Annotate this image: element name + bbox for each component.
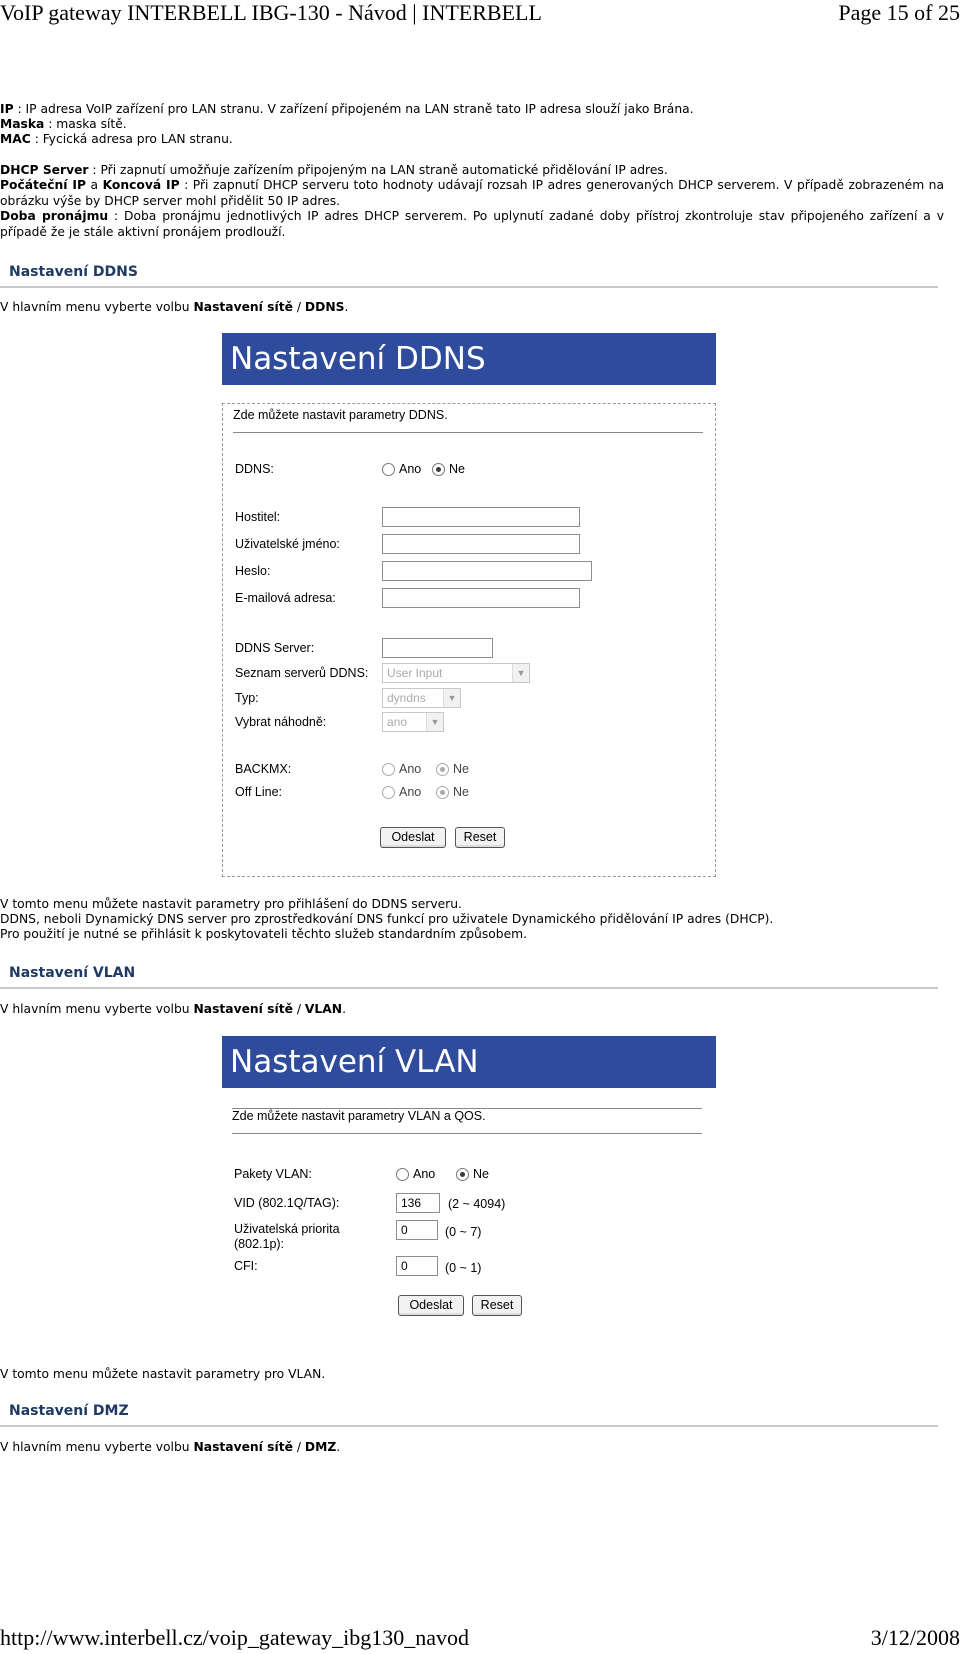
dhcp-text: : Při zapnutí umožňuje zařízením připojeným na LAN straně automatické přidělování IP adres. [88, 163, 668, 177]
random-select[interactable] [382, 712, 444, 732]
radio-checked-icon [432, 463, 445, 476]
radio-checked-icon [436, 786, 449, 799]
ddns-server-label: DDNS Server: [235, 641, 315, 655]
document-title: VoIP gateway INTERBELL IBG-130 - Návod | INTERBELL [0, 0, 542, 25]
page-header [0, 0, 960, 28]
ddns-section-heading [0, 264, 938, 288]
ddns-panel [222, 403, 716, 877]
dhcp-paragraph [0, 163, 944, 179]
ip-paragraph [0, 102, 944, 118]
mac-text: : Fycická adresa pro LAN stranu. [30, 132, 233, 146]
vlan-menu-sep: / [292, 1002, 305, 1016]
chevron-down-icon: ▼ [443, 689, 460, 707]
and-text: a [86, 178, 103, 192]
dhcp-label: DHCP Server [0, 163, 89, 177]
priority-input[interactable]: 0 [396, 1220, 438, 1240]
vlan-menu-prefix: V hlavním menu vyberte volbu [0, 1002, 194, 1016]
range-text: : Při zapnutí DHCP serveru toto hodnoty udávají rozsah IP adres generovaných DHCP serverem. V případě zobrazeném na obrázku výše by DHCP server mohl přidělit 50 IP adres. [0, 178, 945, 208]
host-input[interactable] [382, 507, 580, 527]
vlan-screenshot [222, 1036, 716, 1348]
end-ip-label: Koncová IP [102, 178, 180, 192]
radio-circle-icon [382, 463, 395, 476]
ip-text: : IP adresa VoIP zařízení pro LAN stranu. V zařízení připojeném na LAN straně tato IP adresa slouží jako Brána. [13, 102, 694, 116]
cfi-input[interactable]: 0 [396, 1256, 438, 1276]
ddns-menu-sep: / [292, 300, 305, 314]
lease-paragraph [0, 209, 944, 240]
offline-yes-label: Ano [399, 785, 422, 799]
dmz-menu-dmz: DMZ [304, 1440, 337, 1454]
backmx-label: BACKMX: [235, 762, 292, 776]
vlan-panel [222, 1104, 716, 1348]
ddns-banner: Nastavení DDNS [222, 333, 716, 385]
footer-url[interactable]: http://www.interbell.cz/voip_gateway_ibg130_navod [0, 1625, 470, 1650]
mac-paragraph [0, 132, 944, 148]
range-paragraph [0, 178, 944, 209]
dmz-menu-prefix: V hlavním menu vyberte volbu [0, 1440, 194, 1454]
password-input[interactable] [382, 561, 592, 581]
dmz-menu-instruction [0, 1440, 944, 1456]
ddns-reset-button[interactable]: Reset [455, 827, 505, 848]
dmz-menu-network: Nastavení sítě [193, 1440, 293, 1454]
offline-label: Off Line: [235, 785, 283, 799]
chevron-down-icon: ▼ [426, 713, 443, 731]
vlan-menu-instruction [0, 1002, 944, 1018]
ddns-submit-button[interactable]: Odeslat [380, 827, 446, 848]
server-list-select[interactable] [382, 663, 530, 683]
ddns-menu-network: Nastavení sítě [193, 300, 293, 314]
type-select[interactable] [382, 688, 461, 708]
mac-label: MAC [0, 132, 31, 146]
lease-text: : Doba pronájmu jednotlivých IP adres DHCP serverem. Po uplynutí zadané doby přístroj zkontroluje stav připojeného zařízení a v případě že je stále aktivní pronájem prodlouží. [0, 209, 944, 239]
type-label: Typ: [235, 691, 259, 705]
server-list-label: Seznam serverů DDNS: [235, 666, 369, 680]
vlan-yes-radio[interactable] [396, 1167, 435, 1181]
backmx-yes-label: Ano [399, 762, 422, 776]
ddns-server-input[interactable] [382, 638, 493, 658]
dmz-menu-sep: / [292, 1440, 305, 1454]
vlan-menu-network: Nastavení sítě [193, 1002, 293, 1016]
mask-text: : maska sítě. [44, 117, 127, 131]
ip-label: IP [0, 102, 14, 116]
dmz-menu-end: . [336, 1440, 341, 1454]
radio-checked-icon [436, 763, 449, 776]
vid-range: (2 ~ 4094) [448, 1197, 506, 1211]
dmz-section-heading [0, 1403, 938, 1427]
vlan-no-radio[interactable] [456, 1167, 489, 1181]
backmx-no-radio[interactable] [436, 762, 469, 776]
server-list-value: User Input [387, 666, 443, 680]
ddns-menu-instruction [0, 300, 944, 316]
email-input[interactable] [382, 588, 580, 608]
email-label: E-mailová adresa: [235, 591, 336, 605]
backmx-no-label: Ne [453, 762, 469, 776]
host-label: Hostitel: [235, 510, 281, 524]
vlan-no-label: Ne [473, 1167, 489, 1181]
vlan-yes-label: Ano [413, 1167, 436, 1181]
ddns-yes-radio[interactable] [382, 462, 421, 476]
offline-yes-radio[interactable] [382, 785, 421, 799]
ddns-heading-text: Nastavení DDNS [9, 264, 138, 280]
ddns-menu-prefix: V hlavním menu vyberte volbu [0, 300, 194, 314]
priority-range: (0 ~ 7) [445, 1225, 482, 1239]
start-ip-label: Počáteční IP [0, 178, 86, 192]
ddns-screenshot [222, 333, 716, 877]
radio-circle-icon [382, 763, 395, 776]
dmz-heading-text: Nastavení DMZ [9, 1403, 129, 1419]
vlan-section-heading [0, 965, 938, 989]
vlan-panel-intro: Zde můžete nastavit parametry VLAN a QOS. [232, 1108, 702, 1134]
priority-label-1: Uživatelská priorita [234, 1222, 340, 1236]
radio-checked-icon [456, 1168, 469, 1181]
backmx-yes-radio[interactable] [382, 762, 421, 776]
ddns-desc-2: DDNS, neboli Dynamický DNS server pro zprostředkování DNS funkcí pro uživatele Dynamického přidělování IP adres (DHCP). [0, 912, 774, 926]
random-value: ano [387, 715, 408, 729]
vlan-banner: Nastavení VLAN [222, 1036, 716, 1088]
vlan-reset-button[interactable]: Reset [472, 1295, 522, 1316]
ddns-desc-1: V tomto menu můžete nastavit parametry pro přihlášení do DDNS serveru. [0, 897, 462, 911]
chevron-down-icon: ▼ [512, 664, 529, 682]
random-label: Vybrat náhodně: [235, 715, 327, 729]
cfi-range: (0 ~ 1) [445, 1261, 482, 1275]
radio-circle-icon [396, 1168, 409, 1181]
username-label: Uživatelské jméno: [235, 537, 340, 551]
radio-circle-icon [382, 786, 395, 799]
username-input[interactable] [382, 534, 580, 554]
ddns-no-radio[interactable] [432, 462, 465, 476]
offline-no-radio[interactable] [436, 785, 469, 799]
password-label: Heslo: [235, 564, 271, 578]
priority-label-2: (802.1p): [234, 1237, 285, 1251]
ddns-label: DDNS: [235, 462, 274, 476]
page-number: Page 15 of 25 [838, 0, 960, 25]
ddns-no-label: Ne [449, 462, 465, 476]
footer-date: 3/12/2008 [870, 1625, 960, 1650]
ddns-yes-label: Ano [399, 462, 422, 476]
mask-label: Maska [0, 117, 45, 131]
vlan-packets-label: Pakety VLAN: [234, 1167, 312, 1181]
vlan-menu-end: . [342, 1002, 346, 1016]
vlan-menu-vlan: VLAN [304, 1002, 343, 1016]
mask-paragraph [0, 117, 944, 133]
offline-no-label: Ne [453, 785, 469, 799]
ddns-panel-intro: Zde můžete nastavit parametry DDNS. [233, 408, 703, 433]
type-value: dyndns [387, 691, 426, 705]
ddns-desc-3: Pro použití je nutné se přihlásit k poskytovateli těchto služeb standardním způsobem. [0, 927, 528, 941]
vlan-submit-button[interactable]: Odeslat [398, 1295, 464, 1316]
vlan-heading-text: Nastavení VLAN [9, 965, 136, 981]
vid-label: VID (802.1Q/TAG): [234, 1196, 340, 1210]
ddns-menu-end: . [344, 300, 349, 314]
vlan-desc: V tomto menu můžete nastavit parametry pro VLAN. [0, 1367, 326, 1381]
ddns-menu-ddns: DDNS [304, 300, 345, 314]
lease-label: Doba pronájmu [0, 209, 109, 223]
cfi-label: CFI: [234, 1259, 258, 1273]
vid-input[interactable]: 136 [396, 1193, 440, 1213]
